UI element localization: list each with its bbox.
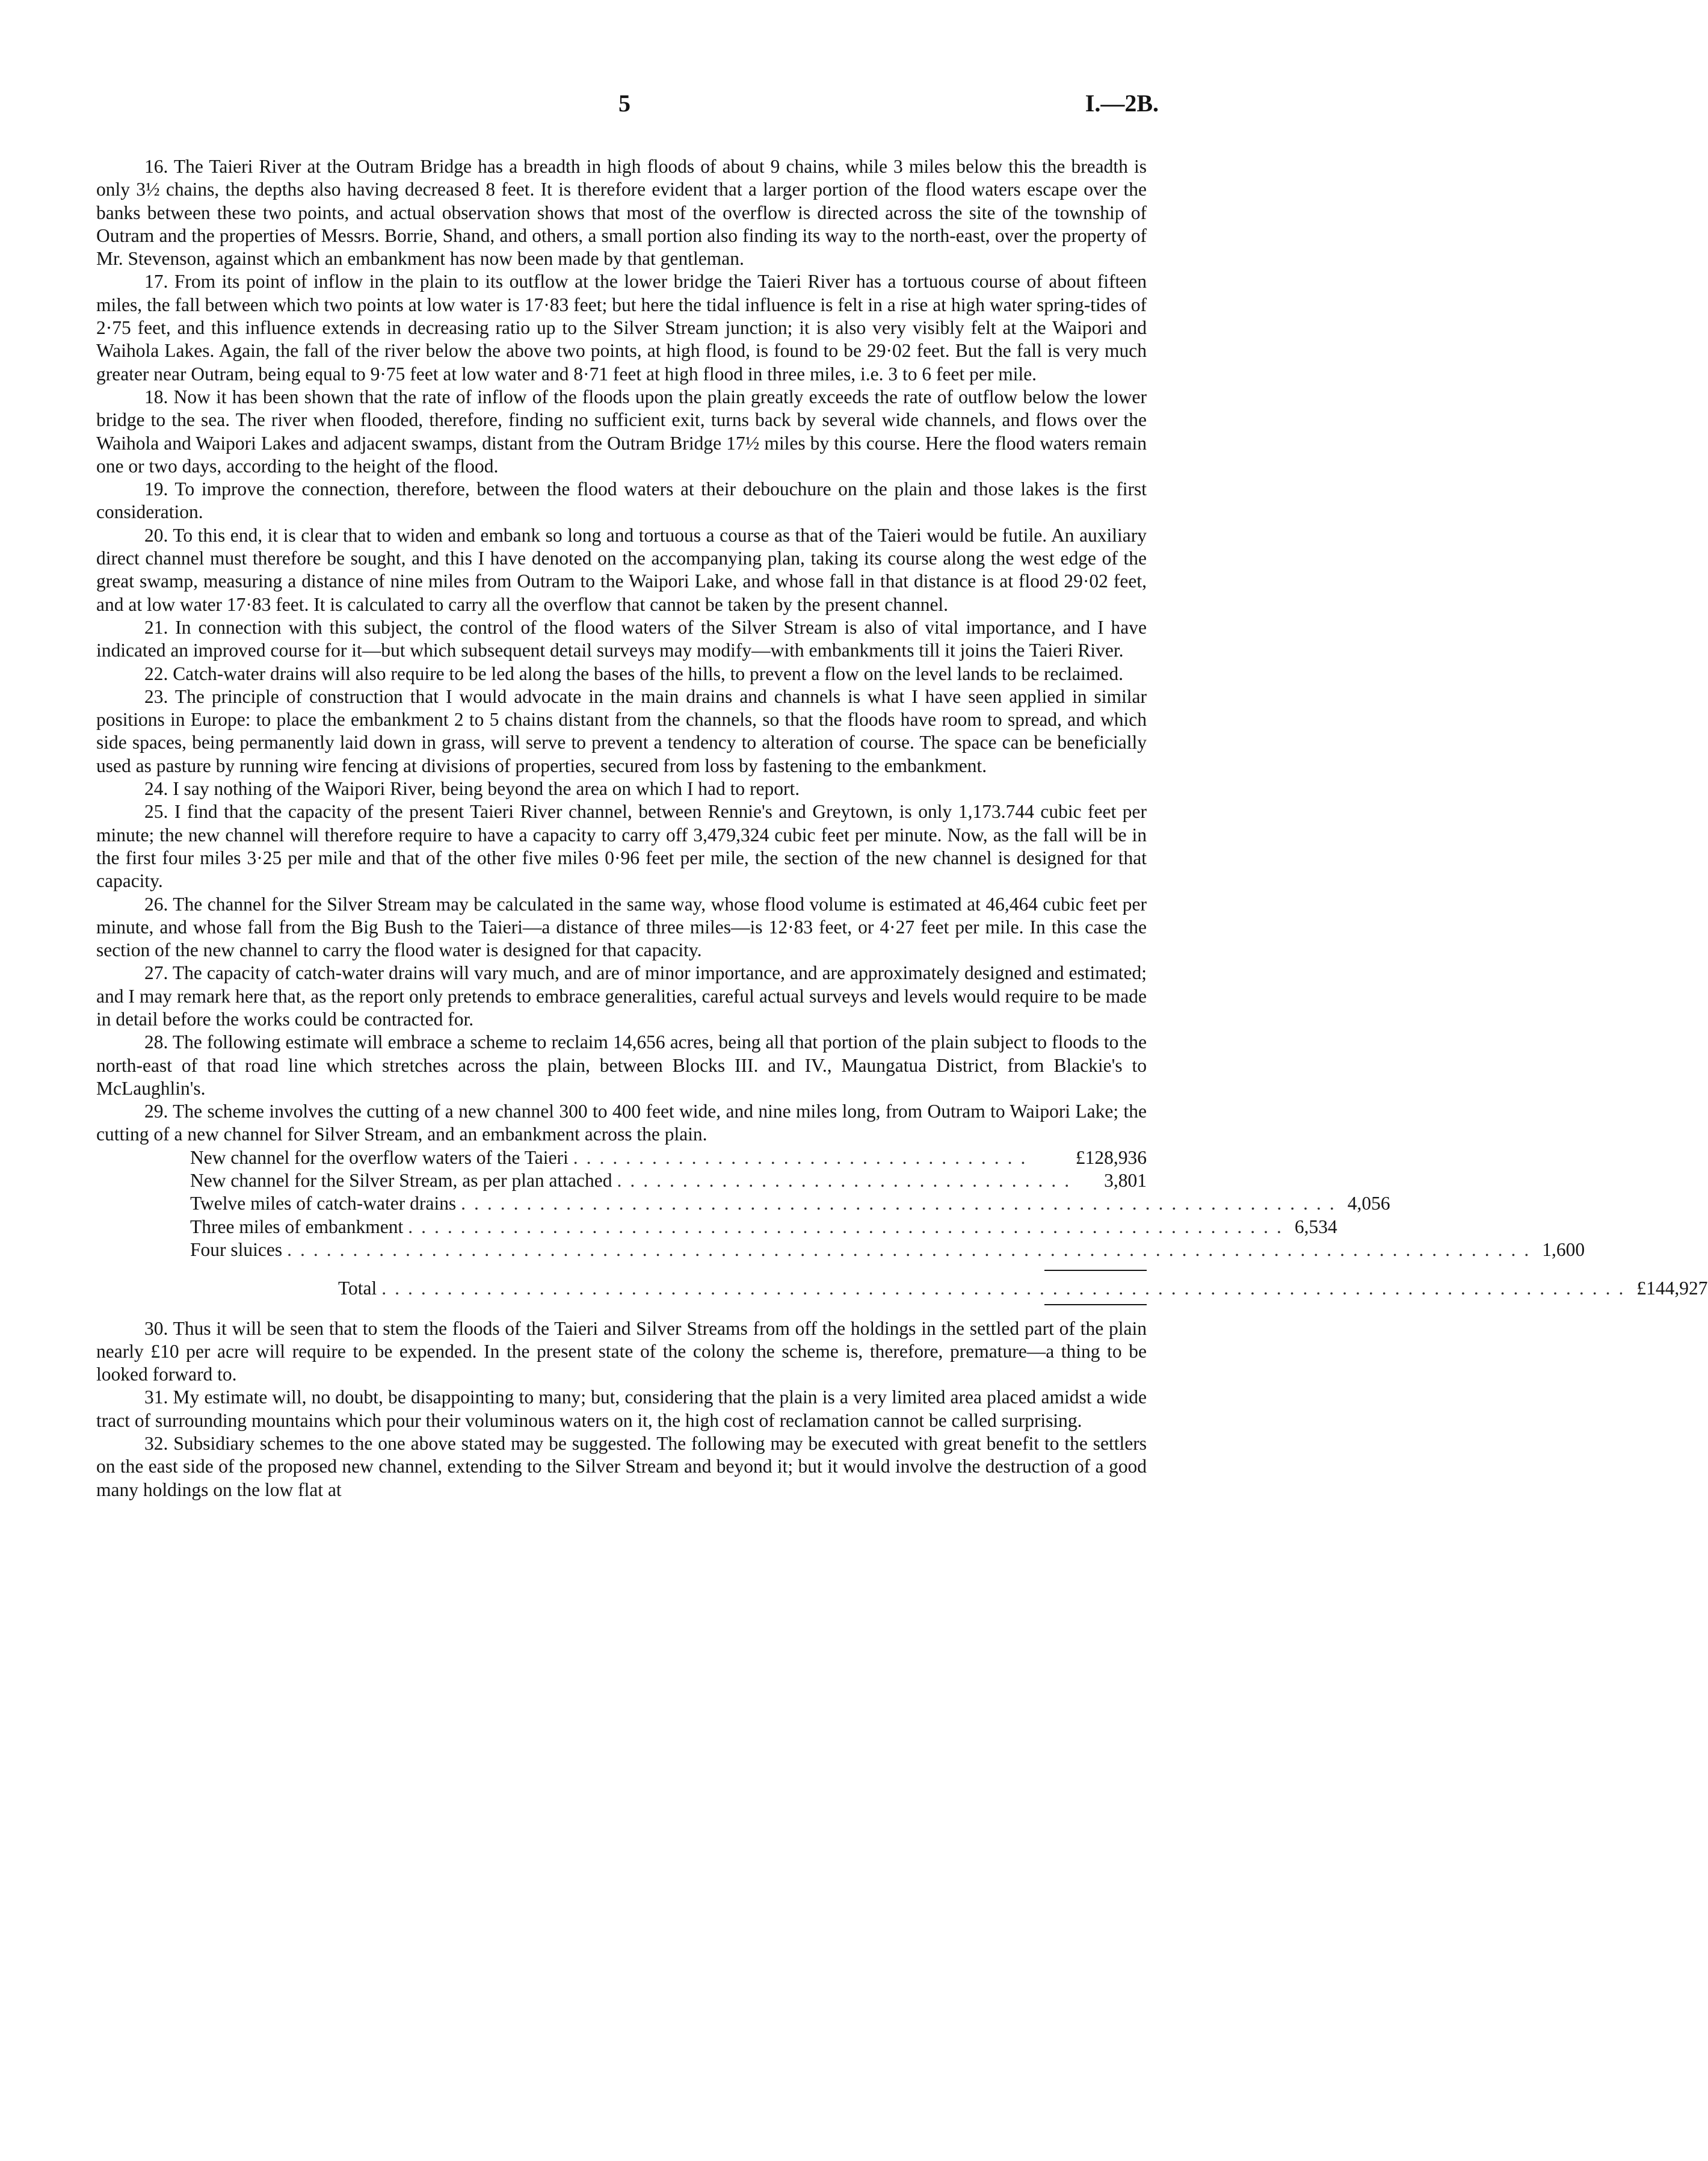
paragraph-28: 28. The following estimate will embrace a scheme to reclaim 14,656 acres, being all that portion of the plain subject to floods to the north-east of that road line which stretches across the plain, between Blocks III. and IV., Maungatua District, from Blackie's to McLaughlin's. — [96, 1031, 1147, 1099]
paragraph-32: 32. Subsidiary schemes to the one above stated may be suggested. The following may be executed with great benefit to the settlers on the east side of the proposed new channel, extending to the Silver Stream and beyond it; but it would involve the destruction of a good many holdings on the low flat at — [96, 1433, 1147, 1500]
paragraph-26: 26. The channel for the Silver Stream may be calculated in the same way, whose flood volume is estimated at 46,464 cubic feet per minute, and whose fall from the Big Bush to the Taieri—a distance of three miles—is 12·83 feet, or 4·27 feet per mile. In this case the section of the new channel to carry the flood water is designed for that capacity. — [96, 893, 1147, 961]
paragraph-17: 17. From its point of inflow in the plain to its outflow at the lower bridge the Taieri River has a tortuous course of about fifteen miles, the fall between which two points at low water is 17·83 feet; but here the tidal influence is felt in a rise at high water spring-tides of 2·75 feet, and this influence extends in decreasing ratio up to the Silver Stream junction; it is also very visibly felt at the Waipori and Waihola Lakes. Again, the fall of the river below the above two points, at high flood, is found to be 29·02 feet. But the fall is very much greater near Outram, being equal to 9·75 feet at low water and 8·71 feet at high flood in three miles, i.e. 3 to 6 feet per mile. — [96, 271, 1147, 385]
dot-leader: ................................... — [617, 1170, 1078, 1192]
paragraph-19: 19. To improve the connection, therefore, between the flood waters at their debouchure on the plain and those lakes is the first consideration. — [96, 478, 1147, 523]
paragraph-27: 27. The capacity of catch-water drains will vary much, and are of minor importance, and are approximately designed and estimated; and I may remark here that, as the report only pretends to embrace generalities, careful actual surveys and levels would require to be made in detail before the works could be contracted for. — [96, 962, 1147, 1030]
estimate-row — [190, 1146, 1147, 1169]
estimate-item-label: Twelve miles of catch-water drains — [190, 1193, 457, 1214]
estimate-item-amount: £128,936 — [1075, 1146, 1147, 1168]
estimate-item-amount: 6,534 — [1294, 1216, 1337, 1237]
subtotal-rule — [1044, 1270, 1147, 1277]
estimate-item-amount: 3,801 — [1104, 1170, 1147, 1192]
paragraph-29: 29. The scheme involves the cutting of a new channel 300 to 400 feet wide, and nine miles long, from Outram to Waipori Lake; the cutting of a new channel for Silver Stream, and an embankment across the plain. — [96, 1101, 1147, 1145]
estimate-row — [190, 1192, 1390, 1215]
estimate-row — [190, 1238, 1585, 1261]
total-rule — [1044, 1304, 1147, 1305]
paragraph-18: 18. Now it has been shown that the rate of inflow of the floods upon the plain greatly exceeds the rate of outflow below the lower bridge to the sea. The river when flooded, therefore, finding no sufficient exit, turns back by several wide channels, and flows over the Waihola and Waipori Lakes and adjacent swamps, distant from the Outram Bridge 17½ miles by this course. Here the flood waters remain one or two days, according to the height of the flood. — [96, 386, 1147, 477]
paragraph-23: 23. The principle of construction that I would advocate in the main drains and channels is what I have seen applied in similar positions in Europe: to place the embankment 2 to 5 chains distant from the channels, so that the floods have room to spread, and which side spaces, being permanently laid down in grass, will serve to prevent a tendency to alteration of course. The space can be beneficially used as pasture by running wire fencing at divisions of properties, secured from loss by fastening to the embankment. — [96, 685, 1147, 776]
estimate-row — [190, 1169, 1147, 1192]
dot-leader: ................................................................... — [408, 1216, 1290, 1237]
estimate-item-label: Three miles of embankment — [190, 1216, 404, 1237]
page-number: 5 — [618, 90, 630, 117]
estimate-row — [190, 1216, 1337, 1238]
paragraph-21: 21. In connection with this subject, the control of the flood waters of the Silver Stream is also of vital importance, and I have indicated an improved course for it—but which subsequent detail surveys may modify—with embankments till it joins the Taieri River. — [96, 616, 1147, 661]
estimate-item-amount: 1,600 — [1542, 1238, 1585, 1260]
paragraph-24: 24. I say nothing of the Waipori River, being beyond the area on which I had to report. — [144, 778, 800, 800]
estimate-total-label: Total — [338, 1278, 377, 1299]
paragraph-30: 30. Thus it will be seen that to stem the floods of the Taieri and Silver Streams from off the holdings in the settled part of the plain nearly £10 per acre will require to be expended. In the present state of the colony the scheme is, therefore, premature—a thing to be looked forward to. — [96, 1317, 1147, 1385]
paragraph-25: 25. I find that the capacity of the present Taieri River channel, between Rennie's and Greytown, is only 1,173.744 cubic feet per minute; the new channel will therefore require to have a capacity to carry off 3,479,324 cubic feet per minute. Now, as the fall will be in the first four miles 3·25 per mile and that of the other five miles 0·96 feet per mile, the section of the new channel is designed for that capacity. — [96, 801, 1147, 892]
dot-leader: ................................... — [573, 1146, 1034, 1168]
page-header — [96, 89, 1159, 125]
dot-leader: ............................................................................................... — [287, 1238, 1538, 1260]
estimate-item-label: Four sluices — [190, 1238, 283, 1260]
paragraph-20: 20. To this end, it is clear that to widen and embank so long and tortuous a course as that of the Taieri would be futile. An auxiliary direct channel must therefore be sought, and this I have denoted on the accompanying plan, taking its course along the west edge of the great swamp, measuring a distance of nine miles from Outram to the Waipori Lake, and whose fall in that distance is at flood 29·02 feet, and at low water 17·83 feet. It is calculated to carry all the overflow that cannot be taken by the present channel. — [96, 524, 1147, 615]
estimate-total-amount: £144,927 — [1636, 1278, 1708, 1299]
paragraph-22: 22. Catch-water drains will also require to be led along the bases of the hills, to prevent a flow on the level lands to be reclaimed. — [144, 663, 1124, 684]
estimate-item-label: New channel for the Silver Stream, as per plan attached — [190, 1170, 612, 1192]
cost-estimate-table — [190, 1146, 1708, 1305]
dot-leader: ............................................................................................... — [381, 1278, 1632, 1299]
paragraph-16: 16. The Taieri River at the Outram Bridge has a breadth in high floods of about 9 chains, while 3 miles below this the breadth is only 3½ chains, the depths also having decreased 8 feet. It is therefore evident that a larger portion of the flood waters escape over the banks between these two points, and actual observation shows that most of the overflow is directed across the site of the township of Outram and the properties of Messrs. Borrie, Shand, and others, a small portion also finding its way to the north-east, over the property of Mr. Stevenson, against which an embankment has now been made by that gentleman. — [96, 156, 1147, 270]
estimate-item-label: New channel for the overflow waters of the Taieri — [190, 1146, 569, 1168]
document-reference: I.—2B. — [1085, 90, 1159, 117]
estimate-item-amount: 4,056 — [1347, 1193, 1390, 1214]
paragraph-31: 31. My estimate will, no doubt, be disappointing to many; but, considering that the plain is a very limited area placed amidst a wide tract of surrounding mountains which pour their voluminous waters on it, the high cost of reclamation cannot be called surprising. — [96, 1387, 1147, 1431]
dot-leader: ................................................................... — [461, 1193, 1343, 1214]
estimate-total-row — [338, 1277, 1708, 1300]
